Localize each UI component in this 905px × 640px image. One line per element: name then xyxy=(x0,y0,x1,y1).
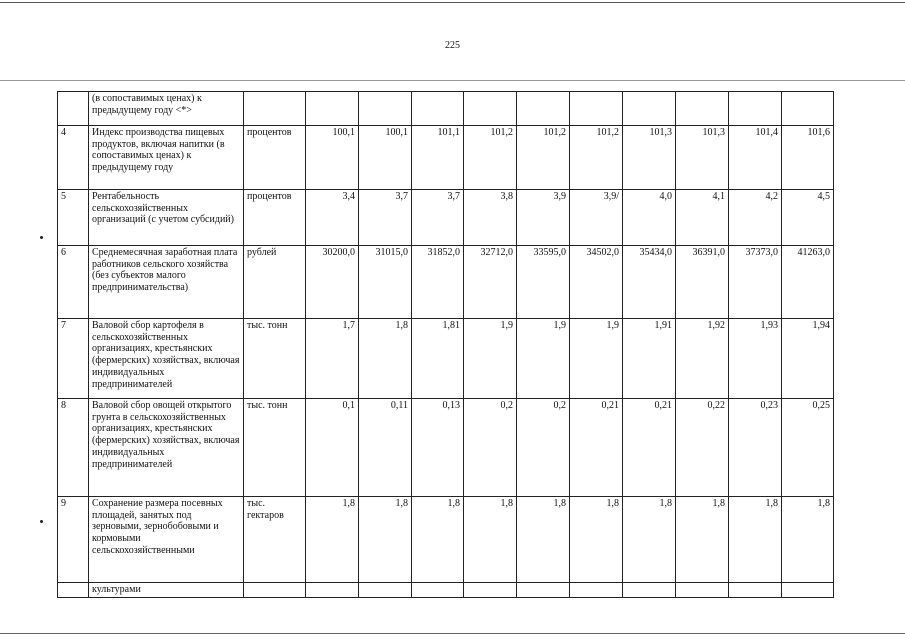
value-cell: 1,7 xyxy=(306,319,359,399)
value-cell: 3,4 xyxy=(306,190,359,246)
row-number: 8 xyxy=(58,399,89,497)
value-cell xyxy=(570,92,623,126)
value-cell: 1,81 xyxy=(412,319,464,399)
value-cell: 4,0 xyxy=(623,190,676,246)
value-cell: 0,13 xyxy=(412,399,464,497)
value-cell: 0,11 xyxy=(359,399,412,497)
row-number xyxy=(58,583,89,598)
value-cell: 1,91 xyxy=(623,319,676,399)
value-cell: 1,8 xyxy=(359,319,412,399)
value-cell xyxy=(729,583,782,598)
indicator-name: Валовой сбор овощей открытого грунта в сельскохозяйственных организациях, крестьянских (фермерских) хозяйствах, включая индивидуальных предпринимателей xyxy=(89,399,244,497)
value-cell: 1,9 xyxy=(464,319,517,399)
value-cell: 32712,0 xyxy=(464,246,517,319)
value-cell: 1,9 xyxy=(570,319,623,399)
row-number: 4 xyxy=(58,126,89,190)
value-cell: 0,1 xyxy=(306,399,359,497)
value-cell: 101,4 xyxy=(729,126,782,190)
value-cell: 1,93 xyxy=(729,319,782,399)
value-cell: 0,2 xyxy=(517,399,570,497)
value-cell xyxy=(623,92,676,126)
unit-cell: процентов xyxy=(244,126,306,190)
table-row xyxy=(58,190,834,246)
margin-dot xyxy=(40,520,43,523)
value-cell: 3,9/ xyxy=(570,190,623,246)
row-number: 5 xyxy=(58,190,89,246)
table-row xyxy=(58,92,834,126)
value-cell: 3,7 xyxy=(359,190,412,246)
value-cell xyxy=(570,583,623,598)
value-cell xyxy=(517,583,570,598)
value-cell: 1,8 xyxy=(782,497,834,583)
table-row xyxy=(58,126,834,190)
value-cell: 3,8 xyxy=(464,190,517,246)
row-number xyxy=(58,92,89,126)
value-cell: 101,2 xyxy=(517,126,570,190)
value-cell: 100,1 xyxy=(306,126,359,190)
unit-cell: тыс. тонн xyxy=(244,319,306,399)
unit-cell: тыс. гектаров xyxy=(244,497,306,583)
value-cell: 34502,0 xyxy=(570,246,623,319)
value-cell xyxy=(359,92,412,126)
value-cell: 31015,0 xyxy=(359,246,412,319)
table-row xyxy=(58,246,834,319)
unit-cell: рублей xyxy=(244,246,306,319)
value-cell xyxy=(464,583,517,598)
row-number: 9 xyxy=(58,497,89,583)
indicators-table xyxy=(57,91,834,598)
value-cell: 0,21 xyxy=(623,399,676,497)
value-cell xyxy=(782,583,834,598)
value-cell: 1,8 xyxy=(623,497,676,583)
page-number: 225 xyxy=(445,40,460,51)
value-cell: 37373,0 xyxy=(729,246,782,319)
value-cell: 1,9 xyxy=(517,319,570,399)
value-cell xyxy=(729,92,782,126)
value-cell: 101,6 xyxy=(782,126,834,190)
table-row xyxy=(58,583,834,598)
value-cell: 4,1 xyxy=(676,190,729,246)
indicator-name: Индекс производства пищевых продуктов, включая напитки (в сопоставимых ценах) к предыдущему году xyxy=(89,126,244,190)
value-cell xyxy=(782,92,834,126)
value-cell xyxy=(412,92,464,126)
value-cell: 1,8 xyxy=(306,497,359,583)
value-cell: 41263,0 xyxy=(782,246,834,319)
value-cell xyxy=(412,583,464,598)
value-cell: 100,1 xyxy=(359,126,412,190)
indicator-name: Валовой сбор картофеля в сельскохозяйственных организациях, крестьянских (фермерских) хозяйствах, включая индивидуальных предпринимателей xyxy=(89,319,244,399)
value-cell: 101,1 xyxy=(412,126,464,190)
unit-cell: тыс. тонн xyxy=(244,399,306,497)
margin-dot xyxy=(40,236,43,239)
indicator-name: культурами xyxy=(89,583,244,598)
row-number: 6 xyxy=(58,246,89,319)
indicator-name: Сохранение размера посевных площадей, занятых под зерновыми, зернобобовыми и кормовыми сельскохозяйственными xyxy=(89,497,244,583)
value-cell: 3,7 xyxy=(412,190,464,246)
value-cell xyxy=(676,583,729,598)
value-cell: 36391,0 xyxy=(676,246,729,319)
value-cell xyxy=(676,92,729,126)
value-cell xyxy=(623,583,676,598)
indicator-name: (в сопоставимых ценах) к предыдущему году <*> xyxy=(89,92,244,126)
value-cell: 4,5 xyxy=(782,190,834,246)
value-cell: 0,21 xyxy=(570,399,623,497)
top-scan-edge xyxy=(0,2,905,3)
value-cell: 101,2 xyxy=(464,126,517,190)
value-cell: 4,2 xyxy=(729,190,782,246)
table-row xyxy=(58,399,834,497)
value-cell: 101,2 xyxy=(570,126,623,190)
value-cell xyxy=(306,583,359,598)
indicator-name: Рентабельность сельскохозяйственных организаций (с учетом субсидий) xyxy=(89,190,244,246)
bottom-scan-edge xyxy=(0,633,905,634)
value-cell: 1,8 xyxy=(676,497,729,583)
value-cell: 1,8 xyxy=(517,497,570,583)
value-cell: 101,3 xyxy=(623,126,676,190)
value-cell: 101,3 xyxy=(676,126,729,190)
value-cell: 3,9 xyxy=(517,190,570,246)
value-cell: 0,2 xyxy=(464,399,517,497)
value-cell: 1,8 xyxy=(464,497,517,583)
value-cell: 31852,0 xyxy=(412,246,464,319)
value-cell: 1,8 xyxy=(729,497,782,583)
value-cell: 1,8 xyxy=(359,497,412,583)
value-cell xyxy=(306,92,359,126)
value-cell: 1,8 xyxy=(570,497,623,583)
unit-cell xyxy=(244,92,306,126)
value-cell: 0,23 xyxy=(729,399,782,497)
value-cell xyxy=(359,583,412,598)
value-cell: 0,25 xyxy=(782,399,834,497)
indicator-name: Среднемесячная заработная плата работников сельского хозяйства (без субъектов малого предпринимательства) xyxy=(89,246,244,319)
value-cell: 1,92 xyxy=(676,319,729,399)
value-cell xyxy=(517,92,570,126)
value-cell: 1,94 xyxy=(782,319,834,399)
table-row xyxy=(58,497,834,583)
value-cell: 33595,0 xyxy=(517,246,570,319)
header-rule xyxy=(0,80,905,81)
value-cell: 1,8 xyxy=(412,497,464,583)
unit-cell: процентов xyxy=(244,190,306,246)
value-cell: 35434,0 xyxy=(623,246,676,319)
value-cell: 30200,0 xyxy=(306,246,359,319)
table-row xyxy=(58,319,834,399)
row-number: 7 xyxy=(58,319,89,399)
value-cell xyxy=(464,92,517,126)
value-cell: 0,22 xyxy=(676,399,729,497)
unit-cell xyxy=(244,583,306,598)
